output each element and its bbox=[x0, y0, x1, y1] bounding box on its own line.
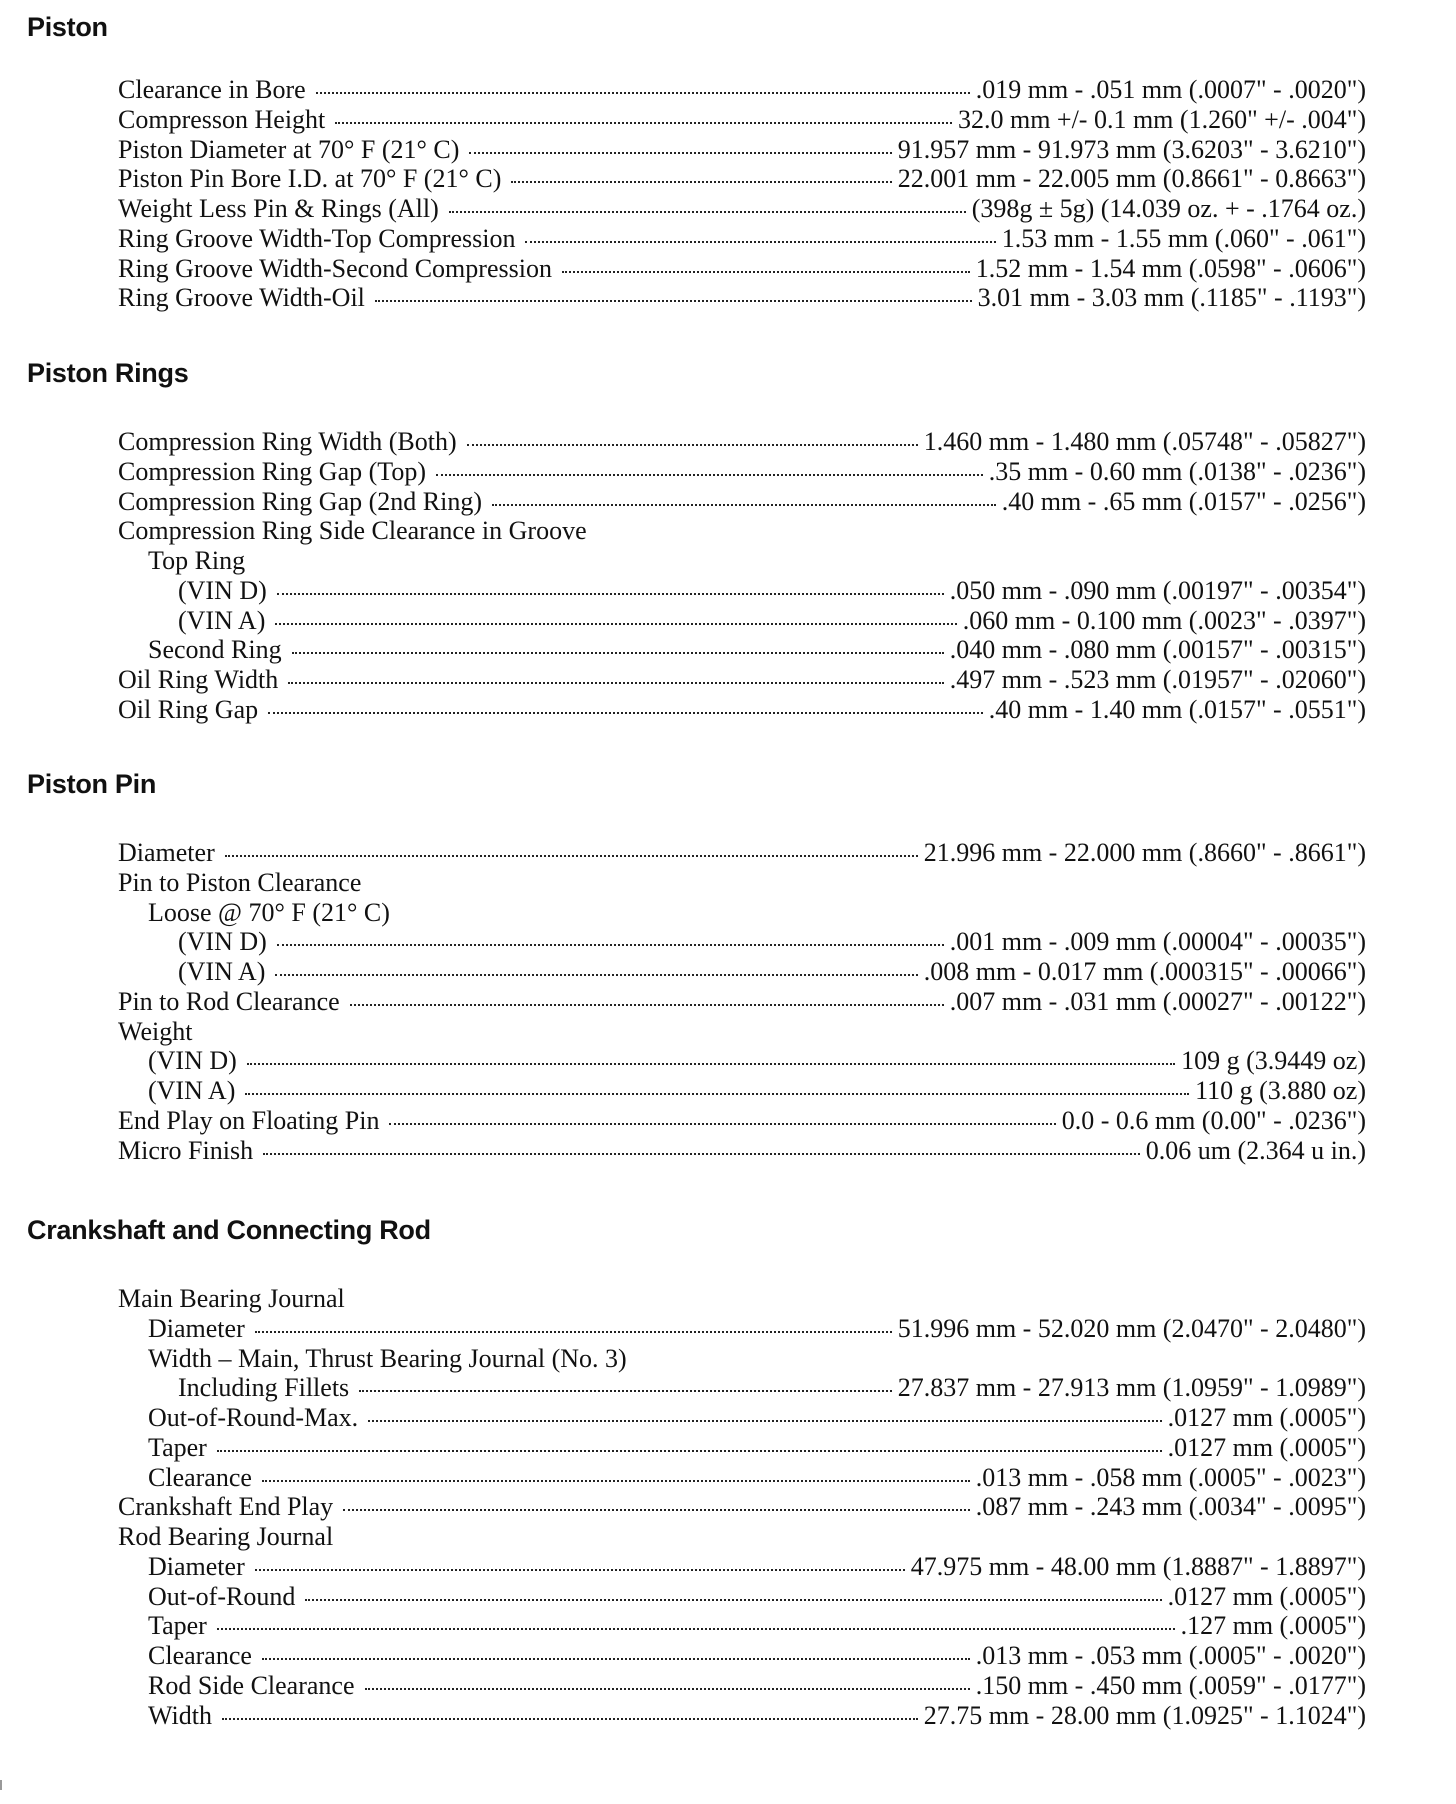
spec-value: 47.975 mm - 48.00 mm (1.8887" - 1.8897") bbox=[910, 1551, 1366, 1581]
spec-row bbox=[0, 457, 1366, 487]
spec-value: .001 mm - .009 mm (.00004" - .00035") bbox=[949, 927, 1366, 957]
spec-row bbox=[0, 898, 1366, 928]
spec-row bbox=[0, 1344, 1366, 1374]
spec-row bbox=[0, 1106, 1366, 1136]
spec-row bbox=[0, 1492, 1366, 1522]
spec-row bbox=[0, 987, 1366, 1017]
dot-leader bbox=[247, 1061, 1175, 1065]
section-heading: Crankshaft and Connecting Rod bbox=[27, 1215, 431, 1245]
dot-leader bbox=[368, 1418, 1161, 1422]
spec-row bbox=[0, 487, 1366, 517]
spec-label: Compression Ring Gap (Top) bbox=[118, 456, 426, 486]
spec-label: Compression Ring Width (Both) bbox=[118, 427, 457, 456]
spec-label: Crankshaft End Play bbox=[118, 1492, 334, 1522]
spec-label: (VIN A) bbox=[178, 957, 266, 986]
spec-label: (VIN D) bbox=[148, 1046, 237, 1076]
spec-label: Width bbox=[148, 1700, 212, 1730]
spec-label: Rod Side Clearance bbox=[148, 1670, 355, 1700]
dot-leader bbox=[343, 1507, 970, 1511]
spec-label: Taper bbox=[148, 1611, 207, 1641]
spec-row bbox=[0, 695, 1366, 725]
spec-row bbox=[0, 1552, 1366, 1582]
spec-row bbox=[0, 868, 1366, 898]
dot-leader bbox=[335, 120, 952, 124]
spec-value: 0.06 um (2.364 u in.) bbox=[1145, 1135, 1366, 1165]
spec-value: .040 mm - .080 mm (.00157" - .00315") bbox=[949, 635, 1366, 665]
spec-label: Pin to Piston Clearance bbox=[118, 867, 362, 897]
dot-leader bbox=[262, 1656, 970, 1660]
dot-leader bbox=[225, 853, 918, 857]
spec-row bbox=[0, 1046, 1366, 1076]
spec-row bbox=[0, 576, 1366, 606]
spec-value: .007 mm - .031 mm (.00027" - .00122") bbox=[949, 986, 1366, 1016]
spec-value: 109 g (3.9449 oz) bbox=[1181, 1046, 1366, 1076]
spec-value: 22.001 mm - 22.005 mm (0.8661" - 0.8663") bbox=[897, 164, 1366, 194]
dot-leader bbox=[436, 472, 983, 476]
spec-row bbox=[0, 665, 1366, 695]
spec-list bbox=[0, 1284, 1456, 1730]
spec-value: 3.01 mm - 3.03 mm (.1185" - .1193") bbox=[977, 283, 1366, 313]
spec-value: .0127 mm (.0005") bbox=[1167, 1581, 1366, 1611]
spec-row bbox=[0, 1284, 1366, 1314]
dot-leader bbox=[268, 710, 983, 714]
dot-leader bbox=[275, 972, 917, 976]
spec-row bbox=[0, 1017, 1366, 1047]
dot-leader bbox=[375, 298, 972, 302]
spec-value: .127 mm (.0005") bbox=[1180, 1611, 1366, 1641]
spec-label: Loose @ 70° F (21° C) bbox=[148, 897, 390, 927]
spec-row bbox=[0, 606, 1366, 636]
dot-leader bbox=[389, 1121, 1055, 1125]
dot-leader bbox=[255, 1567, 905, 1571]
spec-value: (398g ± 5g) (14.039 oz. + - .1764 oz.) bbox=[971, 194, 1366, 223]
spec-label: Ring Groove Width-Oil bbox=[118, 283, 365, 313]
spec-row bbox=[0, 957, 1366, 987]
section-heading: Piston Pin bbox=[27, 769, 157, 799]
section-heading: Piston bbox=[27, 12, 108, 42]
dot-leader bbox=[511, 179, 891, 183]
spec-list bbox=[0, 75, 1456, 313]
spec-label: Piston Pin Bore I.D. at 70° F (21° C) bbox=[118, 164, 502, 194]
spec-label: Ring Groove Width-Second Compression bbox=[118, 253, 552, 283]
dot-leader bbox=[275, 621, 956, 625]
spec-row bbox=[0, 224, 1366, 254]
dot-leader bbox=[263, 1151, 1140, 1155]
spec-value: .013 mm - .058 mm (.0005" - .0023") bbox=[975, 1462, 1366, 1492]
dot-leader bbox=[277, 942, 944, 946]
spec-label: Clearance in Bore bbox=[118, 75, 306, 104]
spec-value: 32.0 mm +/- 0.1 mm (1.260" +/- .004") bbox=[957, 104, 1366, 134]
dot-leader bbox=[277, 591, 944, 595]
spec-value: 91.957 mm - 91.973 mm (3.6203" - 3.6210") bbox=[897, 134, 1366, 164]
spec-label: (VIN D) bbox=[178, 575, 267, 605]
dot-leader bbox=[288, 680, 943, 684]
spec-value: 1.460 mm - 1.480 mm (.05748" - .05827") bbox=[923, 427, 1366, 456]
spec-label: Weight bbox=[118, 1016, 193, 1046]
spec-row bbox=[0, 1403, 1366, 1433]
spec-value: .050 mm - .090 mm (.00197" - .00354") bbox=[949, 575, 1366, 605]
dot-leader bbox=[359, 1388, 892, 1392]
spec-label: Compression Ring Side Clearance in Groove bbox=[118, 516, 587, 546]
spec-value: .497 mm - .523 mm (.01957" - .02060") bbox=[949, 665, 1366, 694]
spec-value: 27.837 mm - 27.913 mm (1.0959" - 1.0989") bbox=[897, 1373, 1366, 1403]
spec-value: 27.75 mm - 28.00 mm (1.0925" - 1.1024") bbox=[923, 1700, 1366, 1730]
spec-label: Top Ring bbox=[148, 546, 246, 575]
spec-value: 1.53 mm - 1.55 mm (.060" - .061") bbox=[1001, 223, 1366, 253]
spec-label: (VIN A) bbox=[178, 605, 266, 635]
dot-leader bbox=[255, 1329, 892, 1333]
spec-list bbox=[0, 838, 1456, 1165]
spec-row bbox=[0, 1671, 1366, 1701]
dot-leader bbox=[469, 150, 891, 154]
spec-value: .150 mm - .450 mm (.0059" - .0177") bbox=[975, 1670, 1366, 1700]
dot-leader bbox=[449, 209, 966, 213]
spec-row bbox=[0, 1582, 1366, 1612]
spec-label: Clearance bbox=[148, 1641, 252, 1670]
dot-leader bbox=[222, 1716, 918, 1720]
spec-row bbox=[0, 164, 1366, 194]
spec-value: .060 mm - 0.100 mm (.0023" - .0397") bbox=[962, 605, 1366, 635]
spec-value: .087 mm - .243 mm (.0034" - .0095") bbox=[975, 1492, 1366, 1522]
spec-label: (VIN D) bbox=[178, 927, 267, 957]
dot-leader bbox=[305, 1597, 1161, 1601]
dot-leader bbox=[292, 650, 944, 654]
dot-leader bbox=[262, 1478, 970, 1482]
spec-value: 0.0 - 0.6 mm (0.00" - .0236") bbox=[1061, 1105, 1366, 1135]
spec-label: Clearance bbox=[148, 1462, 252, 1492]
spec-label: Diameter bbox=[118, 838, 215, 867]
spec-value: .013 mm - .053 mm (.0005" - .0020") bbox=[975, 1641, 1366, 1670]
spec-label: Out-of-Round bbox=[148, 1581, 296, 1611]
spec-row bbox=[0, 75, 1366, 105]
spec-value: .40 mm - 1.40 mm (.0157" - .0551") bbox=[988, 694, 1366, 724]
spec-value: .0127 mm (.0005") bbox=[1167, 1403, 1366, 1432]
spec-label: Main Bearing Journal bbox=[118, 1284, 345, 1313]
dot-leader bbox=[365, 1686, 970, 1690]
spec-label: Weight Less Pin & Rings (All) bbox=[118, 194, 439, 223]
spec-row bbox=[0, 927, 1366, 957]
spec-row bbox=[0, 283, 1366, 313]
spec-value: 110 g (3.880 oz) bbox=[1195, 1076, 1366, 1105]
dot-leader bbox=[492, 502, 996, 506]
spec-row bbox=[0, 1373, 1366, 1403]
dot-leader bbox=[245, 1091, 1189, 1095]
spec-label: Rod Bearing Journal bbox=[118, 1522, 334, 1551]
spec-row bbox=[0, 838, 1366, 868]
spec-value: 51.996 mm - 52.020 mm (2.0470" - 2.0480") bbox=[897, 1313, 1366, 1343]
spec-label: Piston Diameter at 70° F (21° C) bbox=[118, 134, 460, 164]
dot-leader bbox=[217, 1626, 1175, 1630]
scan-edge-mark bbox=[0, 1780, 2, 1790]
spec-row bbox=[0, 1136, 1366, 1166]
spec-label: Oil Ring Gap bbox=[118, 694, 259, 724]
dot-leader bbox=[467, 442, 918, 446]
spec-row bbox=[0, 105, 1366, 135]
spec-label: End Play on Floating Pin bbox=[118, 1105, 380, 1135]
spec-value: .0127 mm (.0005") bbox=[1167, 1432, 1366, 1462]
spec-row bbox=[0, 1463, 1366, 1493]
spec-value: .008 mm - 0.017 mm (.000315" - .00066") bbox=[923, 957, 1366, 986]
spec-row bbox=[0, 194, 1366, 224]
spec-row bbox=[0, 1076, 1366, 1106]
spec-label: Diameter bbox=[148, 1551, 245, 1581]
dot-leader bbox=[350, 1002, 944, 1006]
spec-row bbox=[0, 1701, 1366, 1731]
spec-row bbox=[0, 254, 1366, 284]
spec-label: Including Fillets bbox=[178, 1373, 350, 1403]
spec-label: Width – Main, Thrust Bearing Journal (No. 3) bbox=[148, 1343, 627, 1373]
spec-row bbox=[0, 427, 1366, 457]
spec-label: Second Ring bbox=[148, 635, 282, 665]
spec-label: Ring Groove Width-Top Compression bbox=[118, 223, 516, 253]
spec-label: Diameter bbox=[148, 1313, 245, 1343]
spec-label: Compression Ring Gap (2nd Ring) bbox=[118, 486, 482, 516]
spec-row bbox=[0, 635, 1366, 665]
dot-leader bbox=[562, 269, 970, 273]
spec-row bbox=[0, 546, 1366, 576]
spec-list bbox=[0, 427, 1456, 725]
spec-row bbox=[0, 1522, 1366, 1552]
spec-value: .019 mm - .051 mm (.0007" - .0020") bbox=[975, 75, 1366, 104]
spec-label: Oil Ring Width bbox=[118, 665, 279, 694]
spec-row bbox=[0, 1641, 1366, 1671]
dot-leader bbox=[316, 90, 970, 94]
spec-value: 1.52 mm - 1.54 mm (.0598" - .0606") bbox=[975, 253, 1366, 283]
dot-leader bbox=[217, 1448, 1162, 1452]
spec-row bbox=[0, 1611, 1366, 1641]
spec-label: Taper bbox=[148, 1432, 207, 1462]
spec-row bbox=[0, 1433, 1366, 1463]
spec-row bbox=[0, 1314, 1366, 1344]
dot-leader bbox=[525, 239, 995, 243]
spec-row bbox=[0, 135, 1366, 165]
spec-label: Pin to Rod Clearance bbox=[118, 986, 340, 1016]
spec-label: Compresson Height bbox=[118, 104, 326, 134]
spec-row bbox=[0, 516, 1366, 546]
spec-value: .40 mm - .65 mm (.0157" - .0256") bbox=[1001, 486, 1366, 516]
spec-label: (VIN A) bbox=[148, 1076, 236, 1105]
spec-value: .35 mm - 0.60 mm (.0138" - .0236") bbox=[988, 456, 1366, 486]
section-heading: Piston Rings bbox=[27, 358, 189, 388]
spec-value: 21.996 mm - 22.000 mm (.8660" - .8661") bbox=[923, 838, 1366, 867]
spec-label: Out-of-Round-Max. bbox=[148, 1403, 359, 1432]
spec-label: Micro Finish bbox=[118, 1135, 254, 1165]
